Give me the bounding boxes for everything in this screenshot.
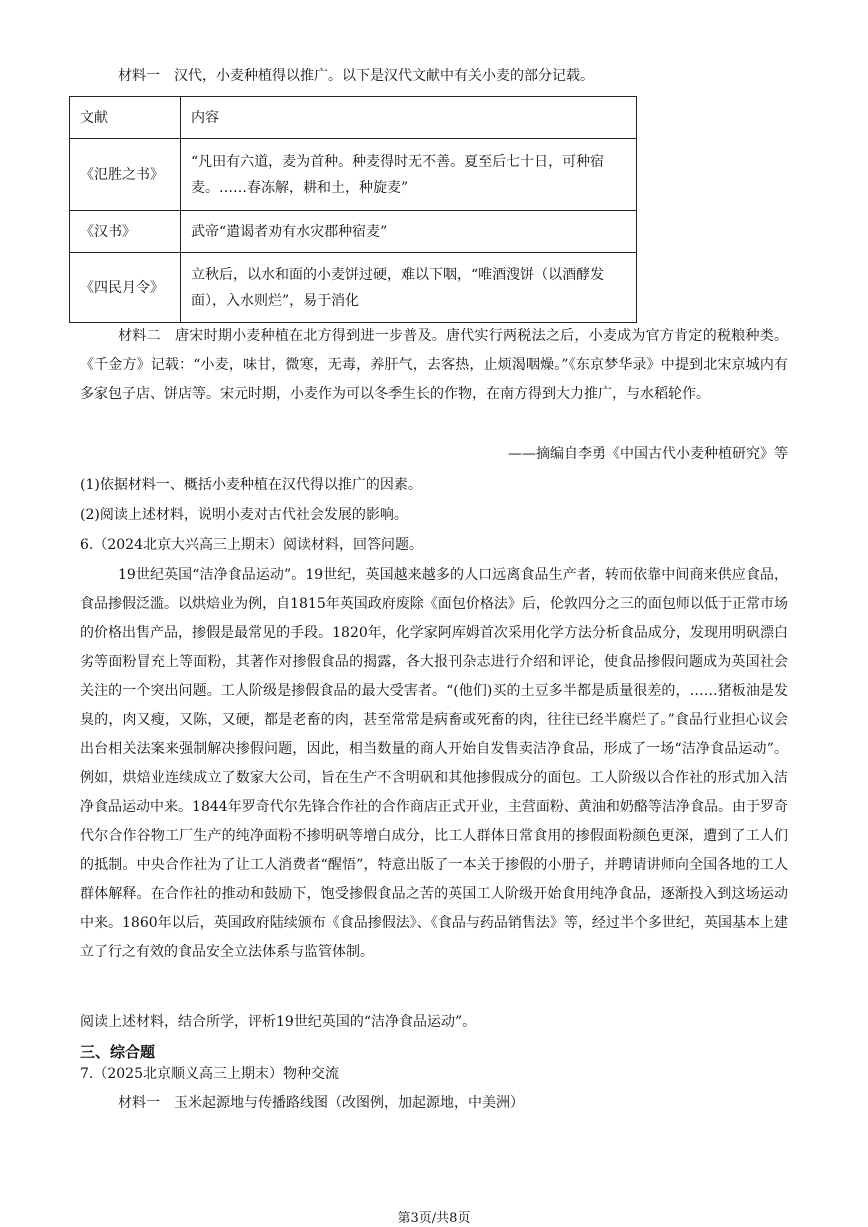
table-cell-content: “凡田有六道，麦为首种。种麦得时无不善。夏至后七十日，可种宿麦。……春冻解，耕和土，种旋麦”: [181, 139, 637, 211]
source-note: ——摘编自李勇《中国古代小麦种植研究》等: [508, 446, 788, 462]
literature-table: [69, 96, 637, 323]
table-cell-source: 《四民月令》: [70, 253, 181, 323]
table-cell-content: 立秋后，以水和面的小麦饼过硬，难以下咽，“唯酒溲饼（以酒酵发面），入水则烂”，易于消化: [181, 253, 637, 323]
table-cell-source: 《汉书》: [70, 211, 181, 253]
question-6-material: 19世纪英国“洁净食品运动”。19世纪，英国越来越多的人口远离食品生产者，转而依靠中间商来供应食品，食品掺假泛滥。以烘焙业为例，自1815年英国政府废除《面包价格法》后，伦敦四分之三的面包师以低于正常市场的价格出售产品，掺假是最常见的手段。1820年，化学家阿库姆首次采用化学方法分析食品成分，发现用明矾漂白劣等面粉冒充上等面粉，其著作对掺假食品的揭露，各大报刊杂志进行介绍和评论，使食品掺假问题成为英国社会关注的一个突出问题。工人阶级是掺假食品的最大受害者。“(他们)买的土豆多半都是质量很差的，……猪板油是发臭的，肉又瘦，又陈，又硬，都是老畜的肉，甚至常常是病畜或死畜的肉，往往已经半腐烂了。”食品行业担心议会出台相关法案来强制解决掺假问题，因此，相当数量的商人开始自发售卖洁净食品，形成了一场“洁净食品运动”。例如，烘焙业连续成立了数家大公司，旨在生产不含明矾和其他掺假成分的面包。工人阶级以合作社的形式加入洁净食品运动中来。1844年罗奇代尔先锋合作社的合作商店正式开业，主营面粉、黄油和奶酪等洁净食品。由于罗奇代尔合作谷物工厂生产的纯净面粉不掺明矾等增白成分，比工人群体日常食用的掺假面粉颜色更深，遭到了工人们的抵制。中央合作社为了让工人消费者“醒悟”，特意出版了一本关于掺假的小册子，并聘请讲师向全国各地的工人群体解释。在合作社的推动和鼓励下，饱受掺假食品之苦的英国工人阶级开始食用纯净食品，逐渐投入到这场运动中来。1860年以后，英国政府陆续颁布《食品掺假法》、《食品与药品销售法》等，经过半个多世纪，英国基本上建立了行之有效的食品安全立法体系与监管体制。: [80, 567, 788, 960]
section-heading: 三、综合题: [80, 1043, 156, 1061]
table-header-source: 文献: [70, 97, 181, 139]
question-6-task: 阅读上述材料，结合所学，评析19世纪英国的“洁净食品运动”。: [80, 1014, 477, 1030]
table-cell-source: 《氾胜之书》: [70, 139, 181, 211]
question-1: (1)依据材料一、概括小麦种植在汉代得以推广的因素。: [80, 477, 422, 493]
material2-paragraph: 材料二 唐宋时期小麦种植在北方得到进一步普及。唐代实行两税法之后，小麦成为官方肯定的税粮种类。《千金方》记载：“小麦，味甘，微寒，无毒，养肝气，去客热，止烦渴咽燥。”《东京梦华录》中提到北宋京城内有多家包子店、饼店等。宋元时期，小麦作为可以冬季生长的作物，在南方得到大力推广，与水稻轮作。: [80, 328, 788, 402]
question-6-title: 6.（2024北京大兴高三上期末）阅读材料，回答问题。: [80, 537, 423, 553]
question-7-material1: 材料一 玉米起源地与传播路线图（改图例，加起源地，中美洲）: [118, 1095, 524, 1111]
question-2: (2)阅读上述材料，说明小麦对古代社会发展的影响。: [80, 507, 408, 523]
table-header-row: [70, 97, 637, 139]
table-row: [70, 253, 637, 323]
table-cell-content: 武帝“遣谒者劝有水灾郡种宿麦”: [181, 211, 637, 253]
question-7-title: 7.（2025北京顺义高三上期末）物种交流: [80, 1066, 339, 1082]
table-header-content: 内容: [181, 97, 637, 139]
table-row: [70, 139, 637, 211]
material1-intro: 材料一 汉代，小麦种植得以推广。以下是汉代文献中有关小麦的部分记载。: [118, 68, 594, 84]
page-footer: 第3页/共8页: [397, 1211, 471, 1226]
table-row: [70, 211, 637, 253]
